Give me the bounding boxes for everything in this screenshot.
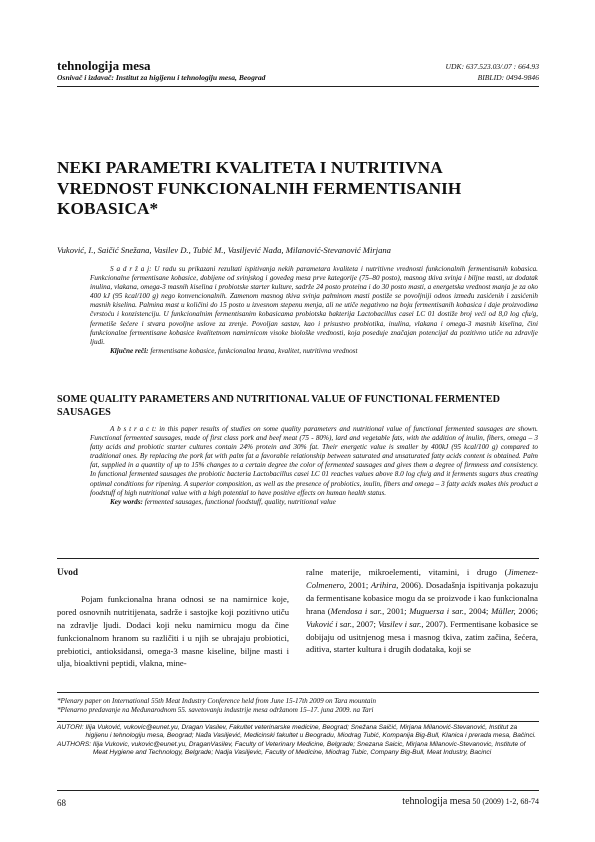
footnote-english: *Plenary paper on International 55th Meat Industry Conference held from June 15-17th 2009 on Tara mountain (57, 697, 376, 705)
keywords-english (90, 498, 538, 507)
abstract-serbian (90, 265, 538, 356)
authors-rule (57, 721, 539, 722)
biblid-code: BIBLID: 0494-9846 (477, 73, 539, 82)
body-paragraph-right (306, 566, 538, 656)
affiliations-serbian (57, 724, 539, 741)
footer-citation (402, 796, 539, 807)
section-heading-uvod: Uvod (57, 567, 78, 577)
keywords-label-en: Key words: (110, 497, 143, 506)
article-authors: Vuković, I., Saičić Snežana, Vasilev D., Tubić M., Vasiljević Nađa, Milanović-Stevanović Mirjana (57, 245, 391, 255)
text: , 2007). Fermentisane kobasice se dobijaju od usitnjenog mesa i masnog tkiva, zatim začina, šećera, aditiva, starter kultura i drugih dodataka, koji se (306, 618, 539, 655)
citation: Mendosa i sar. (330, 605, 383, 616)
udk-code: UDK: 637.523.03/.07 : 664.93 (445, 62, 539, 71)
header-rule (57, 86, 539, 87)
authors-label-sr: AUTORI: (57, 724, 84, 731)
text: , 2007; (351, 618, 379, 629)
text: , 2001; (382, 605, 410, 616)
keywords-label: Ključne reči: (110, 346, 149, 355)
affiliations-english (57, 741, 539, 758)
keywords-serbian (90, 347, 538, 356)
publisher-line: Osnivač i izdavač: Institut za higijenu i tehnologiju mesa, Beograd (57, 73, 266, 82)
keywords-text-en: fermented sausages, functional foodstuff, quality, nutritional value (142, 497, 336, 506)
citation: Vuković i sar. (306, 618, 352, 629)
abstract-rule (57, 558, 539, 559)
authors-text-en: Ilija Vukovic, vukovic@eunet.yu, DraganVasilev, Faculty of Veterinary Medicine, Belgrade; Snezana Saicic, Mirjana Milanovic-Stevanovic, Institute of Meat Hygiene and Technology, Belgrade; Nadja Vasiljevic, Faculty of Medicine, Miodrag Tubic, Company Big-Bull, Meat Industry, Bacinci (92, 740, 526, 756)
citation: Müller, (491, 605, 516, 616)
text: , 2001; (343, 579, 371, 590)
keywords-text: fermentisane kobasice, funkcionalna hrana, kvalitet, nutritivna vrednost (148, 346, 358, 355)
footnote-serbian: *Plenarno predavanje na Međunarodnom 55. savetovanju industrije mesa održanom 15–17. juna 2009. na Tari (57, 705, 374, 714)
text: 2006; (515, 605, 538, 616)
authors-text-sr: Ilija Vuković, vukovic@eunet.yu, Dragan Vasilev, Fakultet veterinarske medicine, Beograd; Snežana Saičić, Mirjana Milanović-Stevanović, Institut za higijenu i tehnologiju mesa, Beograd; Nađa Vasiljević, Medicinski fakultet u Beogradu, Miodrag Tubić, Kompanija Big-Bull, Klanica i prerada mesa, Bačinci. (85, 724, 536, 740)
abstract-label-en: A b s t r a c t: (110, 425, 157, 433)
abstract-text-en: in this paper results of studies on some quality parameters and nutritional value of functional fermented sausages are shown. Functional fermented sausages, made of first class pork and beef meat (75 - 80%), lard and vegetable fats, with the addition of inulin, fibers, omega – 3 fatty acids and probiotic starter cultures contain 24% protein and 30% fat. Their energetic value is smaller by 400kJ (95 kcal/100 g) compared to traditional ones. By replacing the pork fat with palm fat a favorable relationship between saturated and unsaturated fatty acids content is obtained. Palm fat, supplied in a quantity of up to 15% changes to a certain degree the color of fermented sausages and gives them a degree of firmness and consistency. In functional fermented sausages the probiotic bacteria Lactobacillus casei LC 01 reaches values above 8.0 log cfu/g and it ferments sugars thus creating optimal conditions for ripening. A superior composition, as well as the presence of probiotics, inulin, fibers and omega – 3 fatty acids makes this product a foodstuff of high nutritional value with a high potential to have positive effects on human health status. (90, 425, 538, 497)
article-title: NEKI PARAMETRI KVALITETA I NUTRITIVNA VREDNOST FUNKCIONALNIH FERMENTISANIH KOBASICA* (57, 158, 462, 218)
footer-rule (57, 790, 539, 791)
footnotes (57, 697, 539, 715)
journal-name: tehnologija mesa (57, 58, 151, 73)
body-column-right (306, 566, 538, 656)
abstract-text: U radu su prikazani rezultati ispitivanja nekih parametara kvaliteta i nutritivne vrednosti funkcionalnih fermentisanih kobasica. Funkcionalne fermentisane kobasice, dobijene od svinjskog i goveđeg mesa prve kategorije (75–80 posto), masnog tkiva svinja i biljne masti, uz dodatak inulina, vlakana, omega-3 masnih kiselina i probiotske starter kulture, sadrže 24 posto proteina i do 30 posto masti, a energetska vrednost manja je za oko 400 kJ (95 kcal/100 g) nego konvencionalnih. Zamenom masnog tkiva svinja palminom masti postiže se povoljniji odnos između zasićenih i zasićenih masnih kiselina. Palmina mast u količini do 15 posto u izvesnom stepenu menja, ali ne utiče negativno na boju fermentisanih kobasica i daje proizvodima čvrstoću i konzistenciju. U funkcionalnim fermentisanim kobasicama probiotska bakterija Lactobacillus casei LC 01 dostiže broj veći od 8,0 log cfu/g, fermetiše šećere i stvara povoljne uslove za zrenje. Povoljan sastav, kao i prisustvo probiotika, inulina, vlakana i omega-3 masnih kiselina, čini funkcionalne fermentisane kobasice kvalitetnom namirnicom visoke biološke vrednosti, koja poseduje značajan potencijal da pozitivno utiče na zdravlje ljudi. (90, 265, 538, 346)
author-affiliations (57, 724, 539, 757)
citation: Muguersa i sar. (409, 605, 464, 616)
footnote-rule (57, 692, 539, 693)
english-title: SOME QUALITY PARAMETERS AND NUTRITIONAL VALUE OF FUNCTIONAL FERMENTED SAUSAGES (57, 394, 501, 418)
abstract-english (90, 425, 538, 507)
text: , 2004; (464, 605, 492, 616)
abstract-label: S a d r ž a j: (110, 265, 152, 273)
citation: Arihira (370, 579, 397, 590)
authors-label-en: AUTHORS: (57, 740, 92, 748)
page-number: 68 (57, 798, 66, 808)
citation: Vasilev i sar. (378, 618, 422, 629)
body-column-left (57, 566, 289, 670)
body-paragraph: Pojam funkcionalna hrana odnosi se na namirnice koje, pored osnovnih nutritijenata, sadrže i sastojke koji pozitivno utiču na zdravlje ljudi. Dodaci koji neku namirnicu mogu da čine funkcionalnom hranom su različiti i u njih se ubrajaju probiotici, prebiotici, antioksidansi, omega-3 masne kiseline, biljne masti i ulja, bioaktivni peptidi, vlakna, mine- (57, 593, 289, 669)
text: ralne materije, mikroelementi, vitamini, i drugo ( (306, 567, 508, 577)
footer-journal: tehnologija mesa (402, 796, 471, 807)
footer-volume: 50 (2009) 1-2, 68-74 (470, 797, 539, 806)
text: , 2006). Dosadašnja ispitivanja pokazuju da fermentisane kobasice mogu da se proizvode i kao funkcionalna hrana ( (306, 579, 538, 616)
citation: Jimenez-Colmenero (306, 567, 538, 590)
